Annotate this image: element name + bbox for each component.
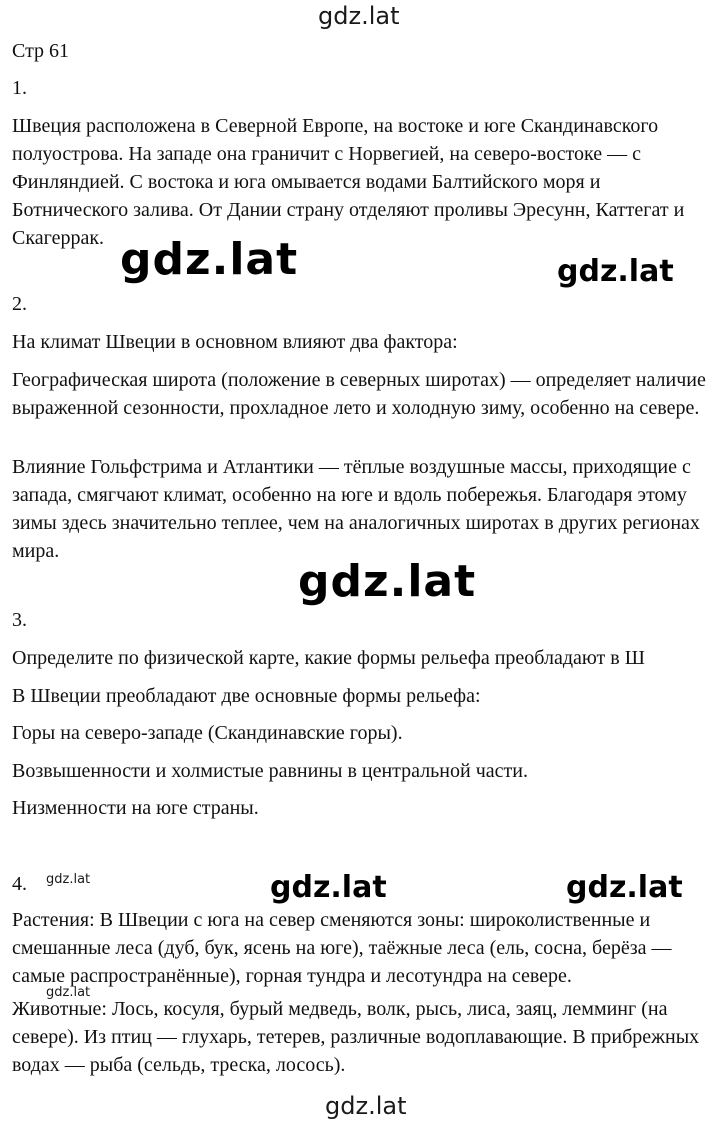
section-number: 2. xyxy=(12,293,27,315)
section-number: 3. xyxy=(12,609,27,631)
paragraph: Низменности на юге страны. xyxy=(12,797,259,819)
paragraph: Влияние Гольфстрима и Атлантики — тёплые воздушные массы, приходящие с запада, смягчают климат, особенно на юге и вдоль побережья. Благодаря этому зимы здесь значительно теплее, чем на аналогичных широтах в других регионах мира. xyxy=(12,456,700,562)
watermark-top: gdz.lat xyxy=(318,2,400,30)
watermark-small-1: gdz.lat xyxy=(46,872,91,887)
paragraph: Швеция расположена в Северной Европе, на востоке и юге Скандинавского полуострова. На западе она граничит с Норвегией, на северо-востоке — с Финляндией. С востока и юга омывается водами Балтийского моря и Ботнического залива. От Дании страну отделяют проливы Эресунн, Каттегат и Скагеррак. xyxy=(12,115,685,249)
paragraph: Определите по физической карте, какие формы рельефа преобладают в Ш xyxy=(12,647,645,669)
watermark-medium-1: gdz.lat xyxy=(557,254,674,289)
paragraph: Растения: В Швеции с юга на север сменяются зоны: широколиственные и смешанные леса (дуб, бук, ясень на юге), таёжные леса (ель, сосна, берёза — самые распространённые), горная тундра и лесотундра на севере. xyxy=(12,909,672,987)
watermark-large-2: gdz.lat xyxy=(298,556,477,607)
paragraph: Возвышенности и холмистые равнины в центральной части. xyxy=(12,760,528,782)
section-number: 1. xyxy=(12,77,27,99)
paragraph: Горы на северо-западе (Скандинавские горы). xyxy=(12,722,403,744)
paragraph: Географическая широта (положение в северных широтах) — определяет наличие выраженной сезонности, прохладное лето и холодную зиму, особенно на севере. xyxy=(12,369,706,419)
paragraph: В Швеции преобладают две основные формы рельефа: xyxy=(12,685,481,707)
watermark-bottom: gdz.lat xyxy=(325,1092,407,1120)
section-number: 4. xyxy=(12,873,27,895)
watermark-large-1: gdz.lat xyxy=(120,234,299,285)
watermark-small-2: gdz.lat xyxy=(46,985,91,1000)
watermark-medium-2: gdz.lat xyxy=(270,870,387,905)
paragraph: Животные: Лось, косуля, бурый медведь, волк, рысь, лиса, заяц, лемминг (на севере). Из птиц — глухарь, тетерев, различные водоплавающие. В прибрежных водах — рыба (сельдь, треска, лосось). xyxy=(12,998,700,1076)
page-label: Стр 61 xyxy=(12,40,70,62)
watermark-medium-3: gdz.lat xyxy=(566,870,683,905)
paragraph: На климат Швеции в основном влияют два фактора: xyxy=(12,331,458,353)
